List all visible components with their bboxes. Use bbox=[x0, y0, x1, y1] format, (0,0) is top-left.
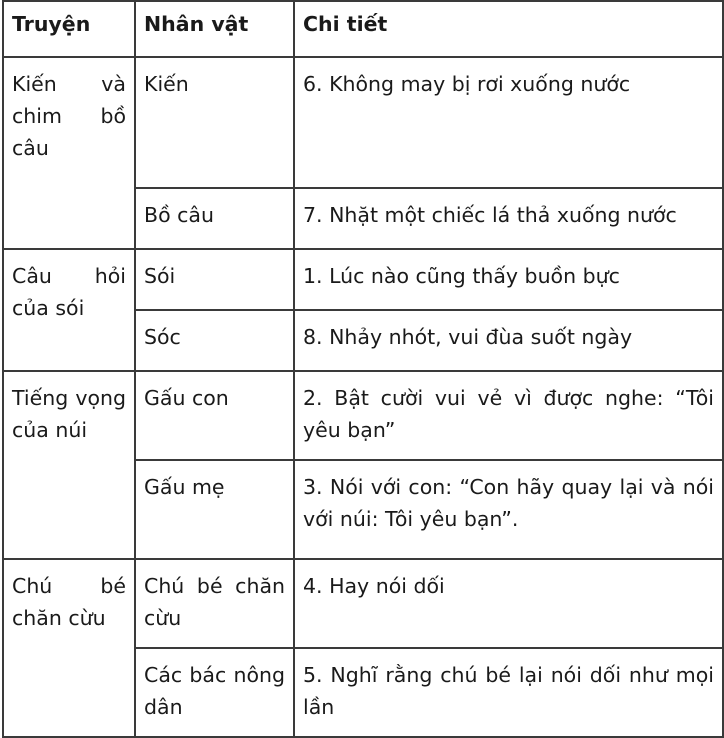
header-character: Nhân vật bbox=[135, 1, 294, 57]
detail-cell: 7. Nhặt một chiếc lá thả xuống nước bbox=[294, 188, 723, 249]
character-cell: Các bác nông dân bbox=[135, 648, 294, 737]
detail-cell: 5. Nghĩ rằng chú bé lại nói dối như mọi lần bbox=[294, 648, 723, 737]
story-cell: Câu hỏi của sói bbox=[3, 249, 135, 371]
character-cell: Sói bbox=[135, 249, 294, 310]
character-cell: Gấu mẹ bbox=[135, 460, 294, 559]
table-row bbox=[3, 249, 723, 310]
character-cell: Chú bé chăn cừu bbox=[135, 559, 294, 648]
header-story: Truyện bbox=[3, 1, 135, 57]
detail-cell: 1. Lúc nào cũng thấy buồn bực bbox=[294, 249, 723, 310]
table-row bbox=[3, 57, 723, 188]
character-cell: Gấu con bbox=[135, 371, 294, 460]
detail-cell: 3. Nói với con: “Con hãy quay lại và nói với núi: Tôi yêu bạn”. bbox=[294, 460, 723, 559]
header-row bbox=[3, 1, 723, 57]
detail-cell: 4. Hay nói dối bbox=[294, 559, 723, 648]
story-character-table bbox=[2, 0, 724, 738]
detail-cell: 2. Bật cười vui vẻ vì được nghe: “Tôi yêu bạn” bbox=[294, 371, 723, 460]
character-cell: Kiến bbox=[135, 57, 294, 188]
table-row bbox=[3, 371, 723, 460]
table-row bbox=[3, 559, 723, 648]
detail-cell: 8. Nhảy nhót, vui đùa suốt ngày bbox=[294, 310, 723, 371]
story-cell: Kiến và chim bồ câu bbox=[3, 57, 135, 249]
header-detail: Chi tiết bbox=[294, 1, 723, 57]
story-cell: Tiếng vọng của núi bbox=[3, 371, 135, 559]
character-cell: Bồ câu bbox=[135, 188, 294, 249]
detail-cell: 6. Không may bị rơi xuống nước bbox=[294, 57, 723, 188]
story-cell: Chú bé chăn cừu bbox=[3, 559, 135, 737]
character-cell: Sóc bbox=[135, 310, 294, 371]
